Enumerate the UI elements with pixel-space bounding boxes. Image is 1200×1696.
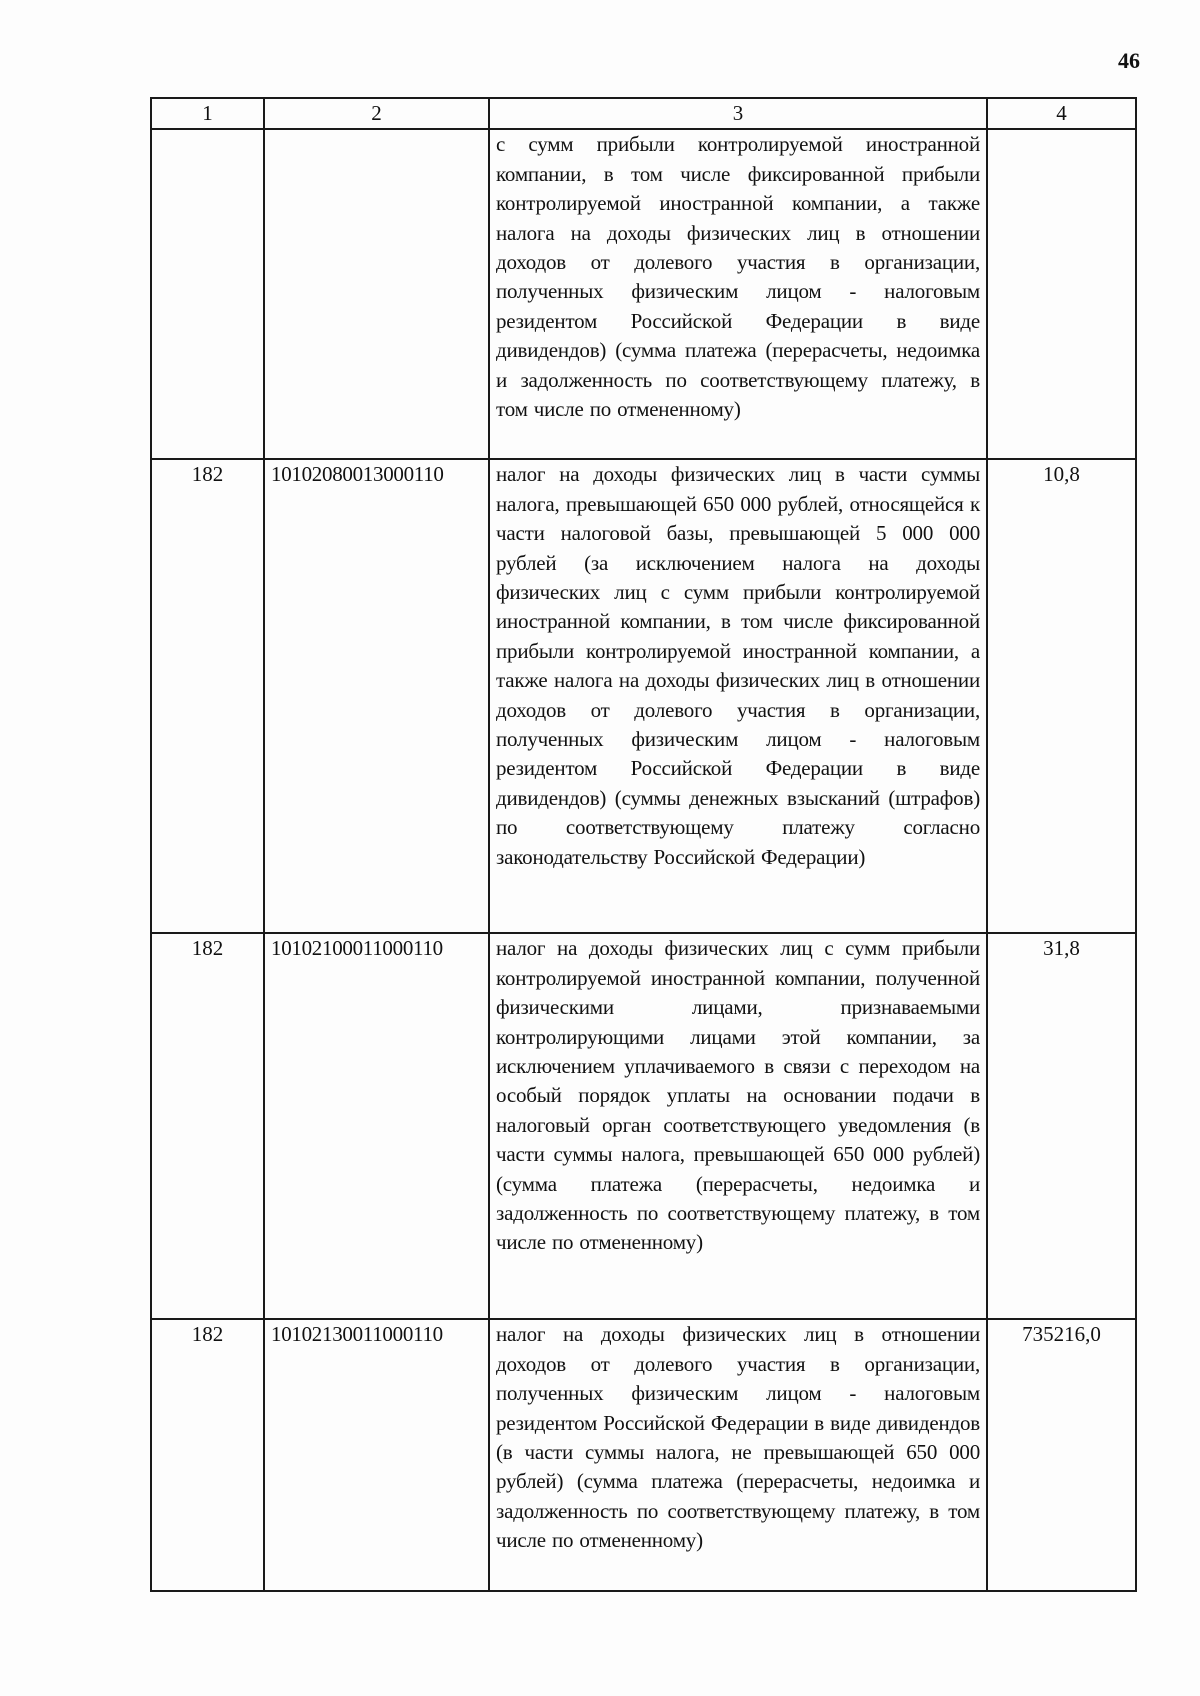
kbk-cell: 10102080013000110	[264, 459, 489, 933]
table-row	[151, 1319, 1136, 1591]
kbk-cell: 10102130011000110	[264, 1319, 489, 1591]
column-header-3: 3	[489, 98, 987, 129]
table-row	[151, 129, 1136, 459]
column-header-2: 2	[264, 98, 489, 129]
amount-cell	[987, 129, 1136, 459]
amount-cell: 10,8	[987, 459, 1136, 933]
admin-code-cell: 182	[151, 933, 264, 1319]
table-row	[151, 459, 1136, 933]
amount-cell: 735216,0	[987, 1319, 1136, 1591]
revenue-name-cell: налог на доходы физических лиц в отношении доходов от долевого участия в организации, полученных физическим лицом - налоговым резидентом Российской Федерации в виде дивидендов (в части суммы налога, не превышающей 650 000 рублей) (сумма платежа (перерасчеты, недоимка и задолженность по соответствующему платежу, в том числе по отмененному)	[489, 1319, 987, 1591]
kbk-cell	[264, 129, 489, 459]
revenue-name-cell: с сумм прибыли контролируемой иностранной компании, в том числе фиксированной прибыли контролируемой иностранной компании, а также налога на доходы физических лиц в отношении доходов от долевого участия в организации, полученных физическим лицом - налоговым резидентом Российской Федерации в виде дивидендов) (сумма платежа (перерасчеты, недоимка и задолженность по соответствующему платежу, в том числе по отмененному)	[489, 129, 987, 459]
kbk-cell: 10102100011000110	[264, 933, 489, 1319]
table-header	[151, 98, 1136, 129]
revenue-table	[150, 97, 1137, 1592]
revenue-name-cell: налог на доходы физических лиц в части суммы налога, превышающей 650 000 рублей, относящейся к части налоговой базы, превышающей 5 000 000 рублей (за исключением налога на доходы физических лиц с сумм прибыли контролируемой иностранной компании, в том числе фиксированной прибыли контролируемой иностранной компании, а также налога на доходы физических лиц в отношении доходов от долевого участия в организации, полученных физическим лицом - налоговым резидентом Российской Федерации в виде дивидендов) (суммы денежных взысканий (штрафов) по соответствующему платежу согласно законодательству Российской Федерации)	[489, 459, 987, 933]
admin-code-cell	[151, 129, 264, 459]
column-header-4: 4	[987, 98, 1136, 129]
column-header-1: 1	[151, 98, 264, 129]
header-row	[151, 98, 1136, 129]
page-number: 46	[1118, 48, 1140, 73]
admin-code-cell: 182	[151, 459, 264, 933]
amount-cell: 31,8	[987, 933, 1136, 1319]
revenue-name-cell: налог на доходы физических лиц с сумм прибыли контролируемой иностранной компании, полученной физическими лицами, признаваемыми контролирующими лицами этой компании, за исключением уплачиваемого в связи с переходом на особый порядок уплаты на основании подачи в налоговый орган соответствующего уведомления (в части суммы налога, превышающей 650 000 рублей) (сумма платежа (перерасчеты, недоимка и задолженность по соответствующему платежу, в том числе по отмененному)	[489, 933, 987, 1319]
table-row	[151, 933, 1136, 1319]
admin-code-cell: 182	[151, 1319, 264, 1591]
table-body	[151, 129, 1136, 1591]
